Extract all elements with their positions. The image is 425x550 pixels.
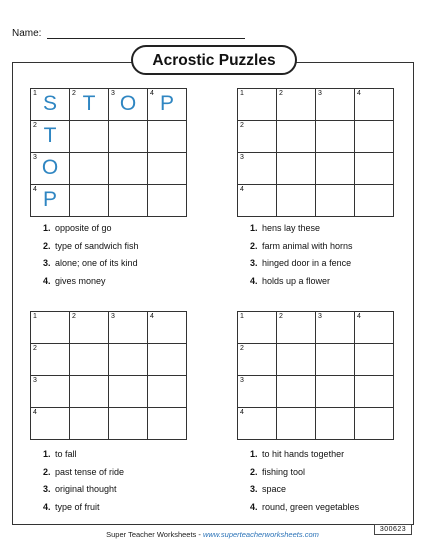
grid-cell[interactable] <box>355 185 394 217</box>
cell-number: 1 <box>33 90 37 97</box>
grid-cell[interactable] <box>109 185 148 217</box>
grid-cell[interactable] <box>70 312 109 344</box>
puzzle-grid-2 <box>237 88 394 217</box>
grid-cell[interactable] <box>277 185 316 217</box>
clue-number: 1. <box>43 449 51 459</box>
cell-number: 4 <box>150 313 154 320</box>
clue-item <box>43 255 139 273</box>
clue-text: to hit hands together <box>259 449 345 459</box>
name-label: Name: <box>12 28 42 39</box>
grid-cell[interactable] <box>316 344 355 376</box>
cell-number: 3 <box>111 90 115 97</box>
grid-cell[interactable] <box>316 376 355 408</box>
grid-cell[interactable] <box>355 376 394 408</box>
grid-cell[interactable] <box>355 408 394 440</box>
grid-cell[interactable] <box>238 376 277 408</box>
grid-cell[interactable] <box>355 312 394 344</box>
cell-number: 2 <box>279 90 283 97</box>
grid-cell[interactable] <box>70 121 109 153</box>
grid-cell[interactable] <box>316 312 355 344</box>
clue-number: 4. <box>250 501 258 512</box>
cell-number: 3 <box>111 313 115 320</box>
worksheet-code: 300623 <box>374 524 412 535</box>
grid-cell[interactable] <box>277 89 316 121</box>
grid-cell[interactable] <box>70 153 109 185</box>
answer-letter: T <box>82 92 96 115</box>
grid-cell[interactable] <box>148 344 187 376</box>
grid-cell[interactable] <box>148 89 187 121</box>
grid-cell[interactable] <box>31 121 70 153</box>
clue-number: 3. <box>250 258 258 268</box>
grid-cell[interactable] <box>148 185 187 217</box>
cell-number: 2 <box>72 90 76 97</box>
cell-number: 1 <box>33 313 37 320</box>
grid-cell[interactable] <box>109 153 148 185</box>
clue-item <box>43 464 124 482</box>
cell-number: 4 <box>33 186 37 193</box>
grid-cell[interactable] <box>277 153 316 185</box>
grid-cell[interactable] <box>31 344 70 376</box>
grid-cell[interactable] <box>277 376 316 408</box>
clue-text: farm animal with horns <box>259 240 353 251</box>
clue-list-3 <box>43 446 124 516</box>
clue-item <box>250 446 359 464</box>
clue-list-2 <box>250 220 353 290</box>
cell-number: 3 <box>33 377 37 384</box>
answer-letter: P <box>42 188 57 211</box>
grid-cell[interactable] <box>70 408 109 440</box>
cell-number: 4 <box>240 409 244 416</box>
clue-number: 3. <box>250 484 258 494</box>
puzzle-grid-1 <box>30 88 187 217</box>
grid-cell[interactable] <box>148 376 187 408</box>
grid-cell[interactable] <box>277 312 316 344</box>
clue-item <box>43 220 139 238</box>
grid-cell[interactable] <box>148 312 187 344</box>
cell-number: 4 <box>33 409 37 416</box>
clue-item <box>43 499 124 517</box>
clue-number: 2. <box>250 466 258 477</box>
grid-cell[interactable] <box>31 312 70 344</box>
grid-cell[interactable] <box>316 89 355 121</box>
grid-cell[interactable] <box>70 185 109 217</box>
grid-cell[interactable] <box>277 344 316 376</box>
grid-cell[interactable] <box>31 89 70 121</box>
clue-text: fishing tool <box>259 466 306 477</box>
clue-list-1 <box>43 220 139 290</box>
name-line <box>47 38 245 39</box>
clue-text: alone; one of its kind <box>52 258 138 268</box>
cell-number: 4 <box>357 90 361 97</box>
cell-number: 3 <box>318 90 322 97</box>
clue-item <box>250 255 353 273</box>
cell-number: 4 <box>240 186 244 193</box>
grid-cell[interactable] <box>109 89 148 121</box>
clue-number: 4. <box>43 275 51 286</box>
grid-cell[interactable] <box>31 185 70 217</box>
grid-cell[interactable] <box>238 185 277 217</box>
cell-number: 2 <box>33 122 37 129</box>
clue-text: space <box>259 484 287 494</box>
answer-letter: O <box>41 156 59 179</box>
clue-text: to fall <box>52 449 77 459</box>
grid-cell[interactable] <box>148 408 187 440</box>
grid-cell[interactable] <box>31 153 70 185</box>
grid-cell[interactable] <box>316 121 355 153</box>
clue-number: 2. <box>43 240 51 251</box>
clue-number: 1. <box>250 223 258 233</box>
grid-cell[interactable] <box>148 153 187 185</box>
clue-text: gives money <box>52 275 106 286</box>
grid-cell[interactable] <box>70 89 109 121</box>
clue-number: 2. <box>250 240 258 251</box>
clue-text: original thought <box>52 484 117 494</box>
clue-number: 4. <box>250 275 258 286</box>
cell-number: 3 <box>33 154 37 161</box>
cell-number: 2 <box>240 345 244 352</box>
clue-item <box>43 446 124 464</box>
grid-cell[interactable] <box>277 121 316 153</box>
clue-text: holds up a flower <box>259 275 331 286</box>
grid-cell[interactable] <box>109 376 148 408</box>
cell-number: 3 <box>240 154 244 161</box>
clue-number: 2. <box>43 466 51 477</box>
answer-letter: O <box>119 92 137 115</box>
clue-item <box>43 481 124 499</box>
clue-item <box>250 464 359 482</box>
clue-text: type of sandwich fish <box>52 240 139 251</box>
grid-cell[interactable] <box>31 408 70 440</box>
cell-number: 3 <box>240 377 244 384</box>
puzzle-grid-3 <box>30 311 187 440</box>
clue-item <box>250 238 353 256</box>
footer-credit <box>0 530 425 539</box>
footer-url[interactable]: www.superteacherworksheets.com <box>202 530 319 539</box>
clue-number: 1. <box>250 449 258 459</box>
cell-number: 4 <box>150 90 154 97</box>
clue-number: 3. <box>43 258 51 268</box>
clue-item <box>43 273 139 291</box>
grid-cell[interactable] <box>316 408 355 440</box>
grid-cell[interactable] <box>148 121 187 153</box>
grid-cell[interactable] <box>238 121 277 153</box>
grid-cell[interactable] <box>355 121 394 153</box>
clue-number: 4. <box>43 501 51 512</box>
grid-cell[interactable] <box>277 408 316 440</box>
clue-item <box>250 273 353 291</box>
grid-cell[interactable] <box>238 408 277 440</box>
grid-cell[interactable] <box>109 312 148 344</box>
puzzle-grid-4 <box>237 311 394 440</box>
cell-number: 2 <box>72 313 76 320</box>
clue-number: 3. <box>43 484 51 494</box>
cell-number: 1 <box>240 313 244 320</box>
answer-letter: P <box>159 92 174 115</box>
clue-item <box>250 220 353 238</box>
answer-letter: T <box>43 124 57 147</box>
grid-cell[interactable] <box>109 408 148 440</box>
grid-cell[interactable] <box>238 89 277 121</box>
grid-cell[interactable] <box>316 185 355 217</box>
grid-cell[interactable] <box>109 344 148 376</box>
grid-cell[interactable] <box>70 344 109 376</box>
footer-brand: Super Teacher Worksheets - <box>106 530 203 539</box>
grid-cell[interactable] <box>355 89 394 121</box>
clue-item <box>43 238 139 256</box>
clue-number: 1. <box>43 223 51 233</box>
cell-number: 1 <box>240 90 244 97</box>
cell-number: 2 <box>240 122 244 129</box>
clue-text: opposite of go <box>52 223 112 233</box>
clue-item <box>250 481 359 499</box>
clue-text: past tense of ride <box>52 466 125 477</box>
grid-cell[interactable] <box>238 153 277 185</box>
grid-cell[interactable] <box>109 121 148 153</box>
grid-cell[interactable] <box>316 153 355 185</box>
cell-number: 4 <box>357 313 361 320</box>
cell-number: 2 <box>279 313 283 320</box>
clue-item <box>250 499 359 517</box>
cell-number: 3 <box>318 313 322 320</box>
clue-text: hinged door in a fence <box>259 258 352 268</box>
clue-text: round, green vegetables <box>259 501 360 512</box>
worksheet-title: Acrostic Puzzles <box>131 45 297 75</box>
cell-number: 2 <box>33 345 37 352</box>
clue-text: hens lay these <box>259 223 321 233</box>
grid-cell[interactable] <box>31 376 70 408</box>
grid-cell[interactable] <box>355 153 394 185</box>
clue-list-4 <box>250 446 359 516</box>
grid-cell[interactable] <box>238 312 277 344</box>
grid-cell[interactable] <box>355 344 394 376</box>
grid-cell[interactable] <box>70 376 109 408</box>
clue-text: type of fruit <box>52 501 100 512</box>
grid-cell[interactable] <box>238 344 277 376</box>
answer-letter: S <box>42 92 57 115</box>
